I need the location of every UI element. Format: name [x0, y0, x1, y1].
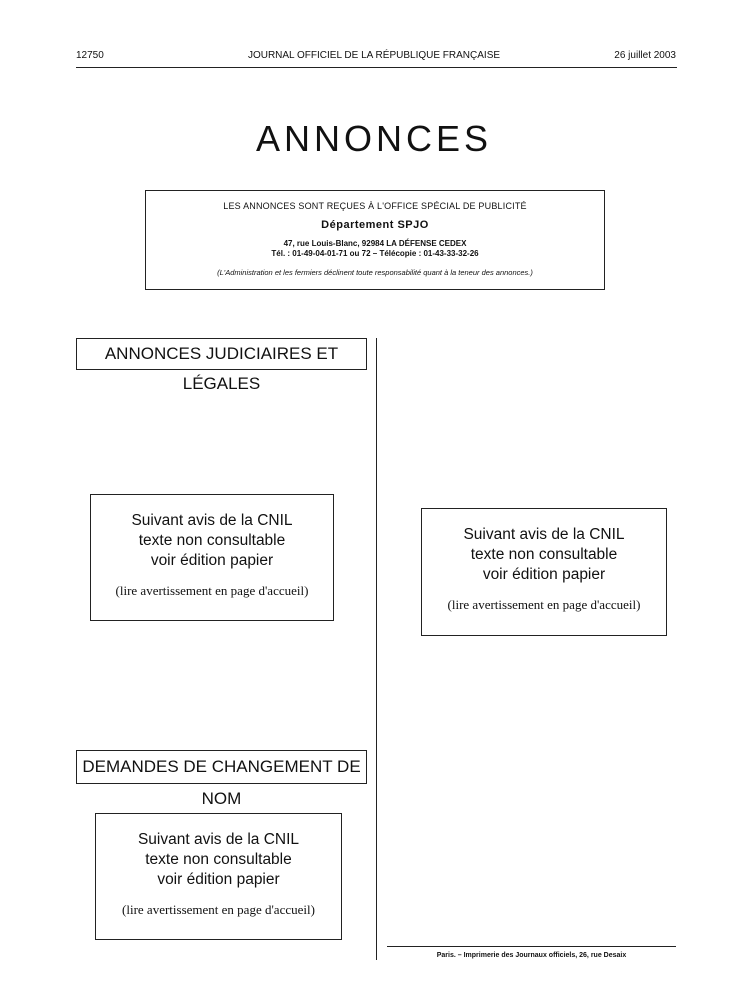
notice-line-3: voir édition papier	[482, 566, 606, 583]
notice-line-4: (lire avertissement en page d'accueil)	[447, 597, 641, 612]
notice-line-1: Suivant avis de la CNIL	[463, 526, 625, 543]
footer-rule	[387, 946, 676, 947]
notice-line-4: (lire avertissement en page d'accueil)	[115, 583, 309, 598]
column-divider	[376, 338, 377, 960]
office-department: Département SPJO	[321, 219, 429, 231]
notice-line-1: Suivant avis de la CNIL	[131, 512, 293, 529]
page-title: ANNONCES	[255, 118, 493, 159]
page-number: 12750	[76, 50, 104, 61]
section-heading-name-change: DEMANDES DE CHANGEMENT DE NOM	[76, 750, 367, 784]
notice-line-4: (lire avertissement en page d'accueil)	[122, 902, 315, 917]
notice-line-2: texte non consultable	[145, 851, 292, 868]
cnil-notice	[90, 494, 334, 621]
header-rule	[76, 67, 677, 68]
office-disclaimer: (L'Administration et les fermiers déclinent toute responsabilité quant à la teneur des annonces.)	[217, 268, 533, 277]
section-heading-judicial: ANNONCES JUDICIAIRES ET LÉGALES	[76, 338, 367, 370]
notice-line-2: texte non consultable	[470, 546, 618, 563]
office-address: 47, rue Louis-Blanc, 92984 LA DÉFENSE CEDEX	[283, 239, 467, 248]
notice-line-3: voir édition papier	[157, 871, 280, 888]
office-intro: LES ANNONCES SONT REÇUES À L'OFFICE SPÉCIAL DE PUBLICITÉ	[223, 201, 527, 211]
cnil-notice	[421, 508, 667, 636]
issue-date: 26 juillet 2003	[614, 50, 676, 61]
notice-line-1: Suivant avis de la CNIL	[137, 831, 300, 848]
notice-line-3: voir édition papier	[150, 552, 274, 569]
office-phone: Tél. : 01-49-04-01-71 ou 72 – Télécopie : 01-43-33-32-26	[271, 249, 479, 258]
notice-line-2: texte non consultable	[138, 532, 286, 549]
printer-imprint: Paris. – Imprimerie des Journaux officiels, 26, rue Desaix	[436, 952, 627, 959]
journal-title: JOURNAL OFFICIEL DE LA RÉPUBLIQUE FRANÇAISE	[247, 50, 501, 61]
office-info-box	[145, 190, 605, 290]
cnil-notice	[95, 813, 342, 940]
